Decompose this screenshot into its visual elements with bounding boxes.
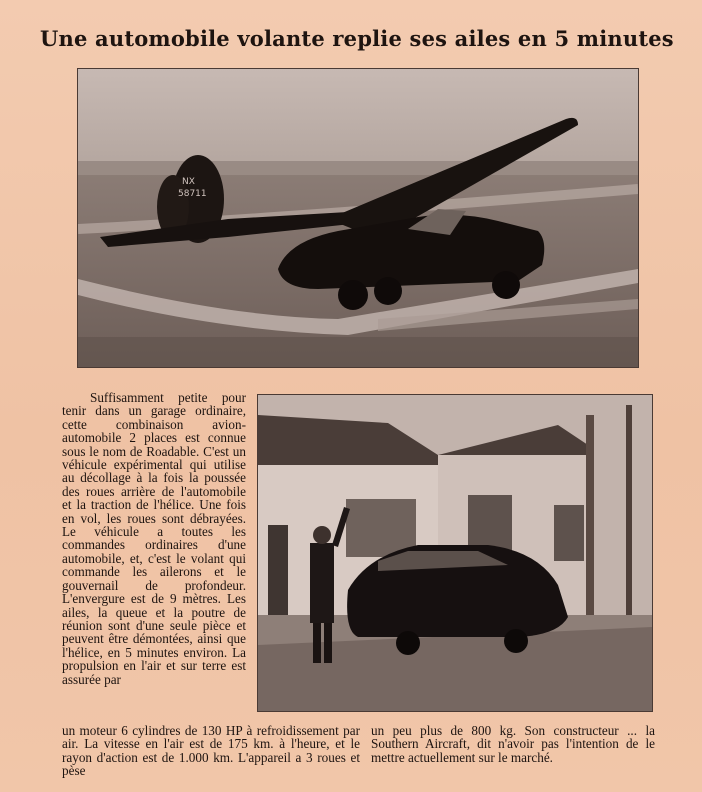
article-column-text: Suffisamment petite pour tenir dans un garage ordinaire, cette combinaison avion-automobile 2 places est connue sous le nom de Roadable. C'est un véhicule expérimental qui utilise au décollage à la fois la poussée des roues arrière de l'automobile et la traction de l'hélice. Une fois en vol, les roues sont débrayées. Le véhicule a toutes les commandes ordinaires d'une automobile, et, c'est le volant qui commande les ailerons et le gouvernail de profondeur. L'envergure est de 9 mètres. Les ailes, la queue et la poutre de réunion sont d'une seule pièce et peuvent être démontées, ainsi que l'hélice, en 5 minutes environ. La propulsion en l'air et sur terre est assurée par (62, 390, 246, 687)
roadable-car-photo-drawing (258, 395, 652, 711)
flying-car-photo-drawing (78, 69, 638, 367)
flying-car-photo (77, 68, 639, 368)
article-bottom-right-text: un peu plus de 800 kg. Son constructeur ... la Southern Aircraft, dit n'avoir pas l'intention de le mettre actuellement sur le marché. (371, 723, 655, 765)
roadable-car-photo (257, 394, 653, 712)
article-bottom-left-text: un moteur 6 cylindres de 130 HP à refroidissement par air. La vitesse en l'air est de 175 km. à l'heure, et le rayon d'action est de 1.000 km. L'appareil a 3 roues et pèse (62, 723, 360, 779)
tail-marking-line2: 58711 (178, 189, 207, 199)
article-title: Une automobile volante replie ses ailes en 5 minutes (40, 26, 674, 51)
tail-marking-line1: NX (182, 177, 195, 187)
